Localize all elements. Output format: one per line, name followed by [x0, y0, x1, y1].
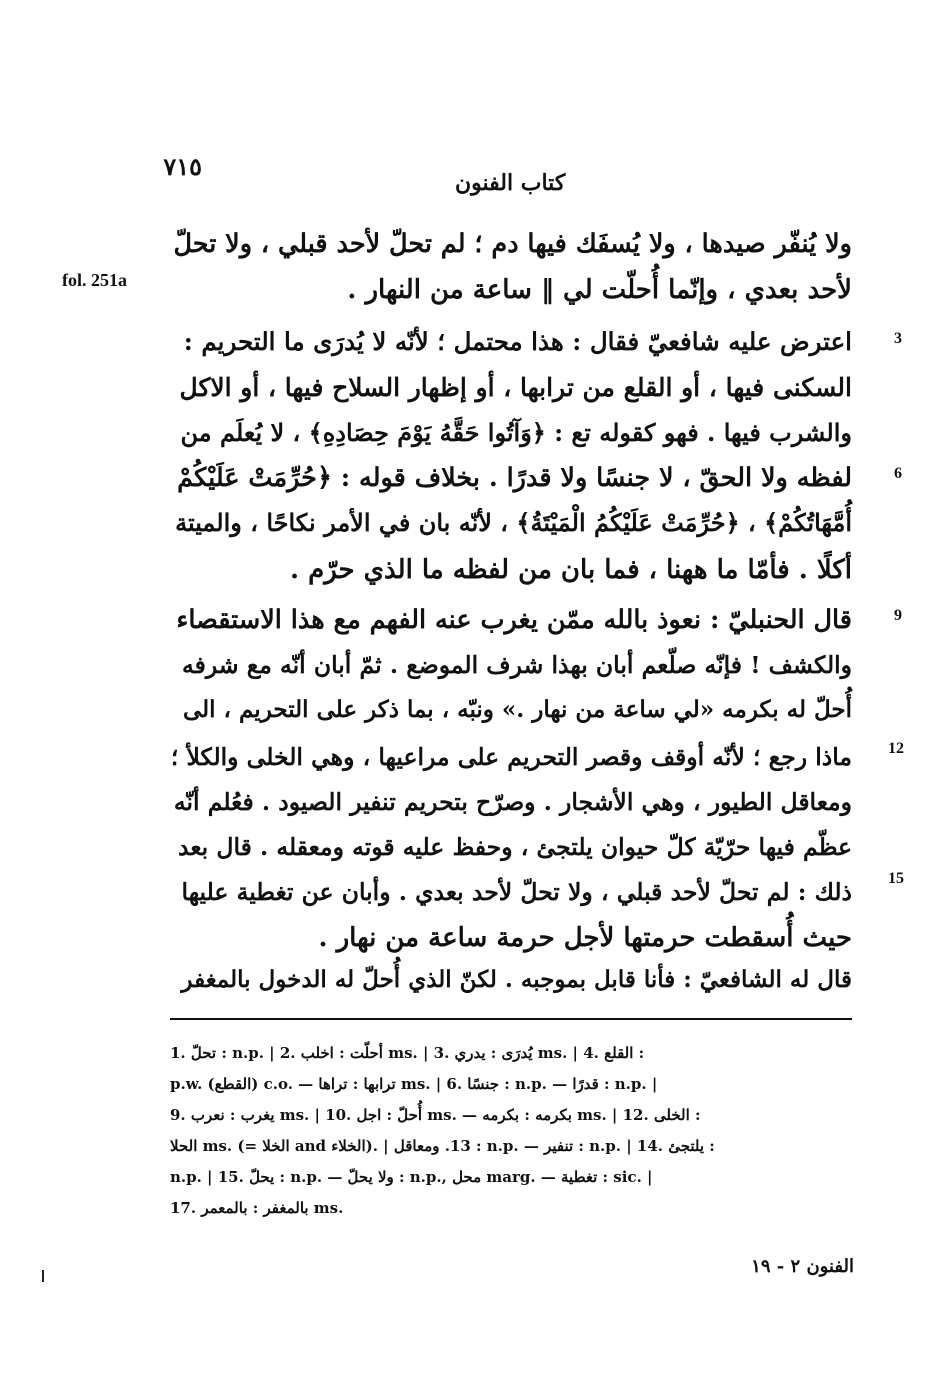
- page-number: ٧١٥: [163, 152, 202, 181]
- text-line: قال الحنبليّ : نعوذ بالله ممّن يغرب عنه الفهم مع هذا الاستقصاء: [176, 605, 852, 635]
- footnote-line: الحلا ms. (= الخلا and الخلاء). | 13. ومعاقل : n.p. — تنفير : n.p. | 14. يلتجئ :: [170, 1137, 715, 1155]
- footnote-line: n.p. | 15. يحلّ : n.p. — ولا يحلّ : n.p., محل marg. — تغطية : sic. |: [170, 1168, 653, 1186]
- text-line: ذلك : لم تحلّ لأحد قبلي ، ولا تحلّ لأحد بعدي . وأبان عن تغطية عليها: [181, 878, 852, 906]
- footnote-line: 17. بالمغفر : بالمعمر ms.: [170, 1199, 344, 1217]
- text-line: لفظه ولا الحقّ ، لا جنسًا ولا قدرًا . بخلاف قوله : ﴿حُرِّمَتْ عَلَيْكُمْ: [177, 463, 852, 493]
- text-line: ومعاقل الطيور ، وهي الأشجار . وصرّح بتحريم تنفير الصيود . فعُلم أنّه: [173, 788, 852, 816]
- line-number: 3: [894, 330, 902, 347]
- line-number: 12: [888, 740, 904, 757]
- text-line: أُمَّهَاتُكُمْ﴾ ، ﴿حُرِّمَتْ عَلَيْكُمُ الْمَيْتَةُ﴾ ، لأنّه بان في الأمر نكاحًا ، والميتة: [175, 508, 852, 537]
- footnote-divider: [170, 1018, 852, 1020]
- line-number: 9: [894, 607, 902, 624]
- footnote-line: 9. يغرب : نعرب ms. | 10. أُحلّ : اجل ms. — بكرمه : بكرمه ms. | 12. الخلى :: [170, 1106, 701, 1124]
- text-line: ولا يُنفّر صيدها ، ولا يُسفَك فيها دم ؛ لم تحلّ لأحد قبلي ، ولا تحلّ: [173, 229, 852, 259]
- text-line: عظّم فيها حرّيّة كلّ حيوان يلتجئ ، وحفظ عليه قوته ومعقله . قال بعد: [177, 833, 852, 861]
- line-number: 15: [888, 870, 904, 887]
- footnote-line: p.w. (القطع) c.o. — ترابها : تراها ms. | 6. جنسًا : n.p. — قدرًا : n.p. |: [170, 1075, 658, 1093]
- text-line: والكشف ! فإنّه صلّعم أبان بهذا شرف الموضع . ثمّ أبان أنّه مع شرفه: [182, 651, 852, 679]
- stray-mark: [42, 1270, 44, 1282]
- text-line: أكلًا . فأمّا ما ههنا ، فما بان من لفظه ما الذي حرّم .: [290, 555, 852, 585]
- text-line: والشرب فيها . فهو كقوله تع : ﴿وَآتُوا حَقَّهُ يَوْمَ حِصَادِهِ﴾ ، لا يُعلَم من: [180, 418, 852, 447]
- text-line: ماذا رجع ؛ لأنّه أوقف وقصر التحريم على مراعيها ، وهي الخلى والكلأ ؛: [170, 743, 852, 771]
- text-line: حيث أُسقطت حرمتها لأجل حرمة ساعة من نهار .: [318, 923, 852, 953]
- gathering-signature: الفنون ٢ - ١٩: [751, 1256, 854, 1277]
- folio-reference: fol. 251a: [62, 270, 127, 290]
- line-number: 6: [894, 465, 902, 482]
- text-line: السكنى فيها ، أو القلع من ترابها ، أو إظهار السلاح فيها ، أو الاكل: [179, 373, 852, 402]
- running-title: كتاب الفنون: [455, 170, 566, 196]
- text-line: لأحد بعدي ، وإنّما أُحلّت لي ‖ ساعة من النهار .: [347, 275, 852, 305]
- text-line: اعترض عليه شافعيّ فقال : هذا محتمل ؛ لأنّه لا يُدرَى ما التحريم :: [183, 327, 852, 356]
- footnote-line: 1. تحلّ : n.p. | 2. أحلّت : اخلب ms. | 3. يُدرَى : يدري ms. | 4. القلع :: [170, 1044, 645, 1062]
- text-line: قال له الشافعيّ : فأنا قابل بموجبه . لكنّ الذي أُحلّ له الدخول بالمغفر: [181, 966, 852, 993]
- text-line: أُحلّ له بكرمه «لي ساعة من نهار .» ونبّه ، بما ذكر على التحريم ، الى: [182, 696, 852, 723]
